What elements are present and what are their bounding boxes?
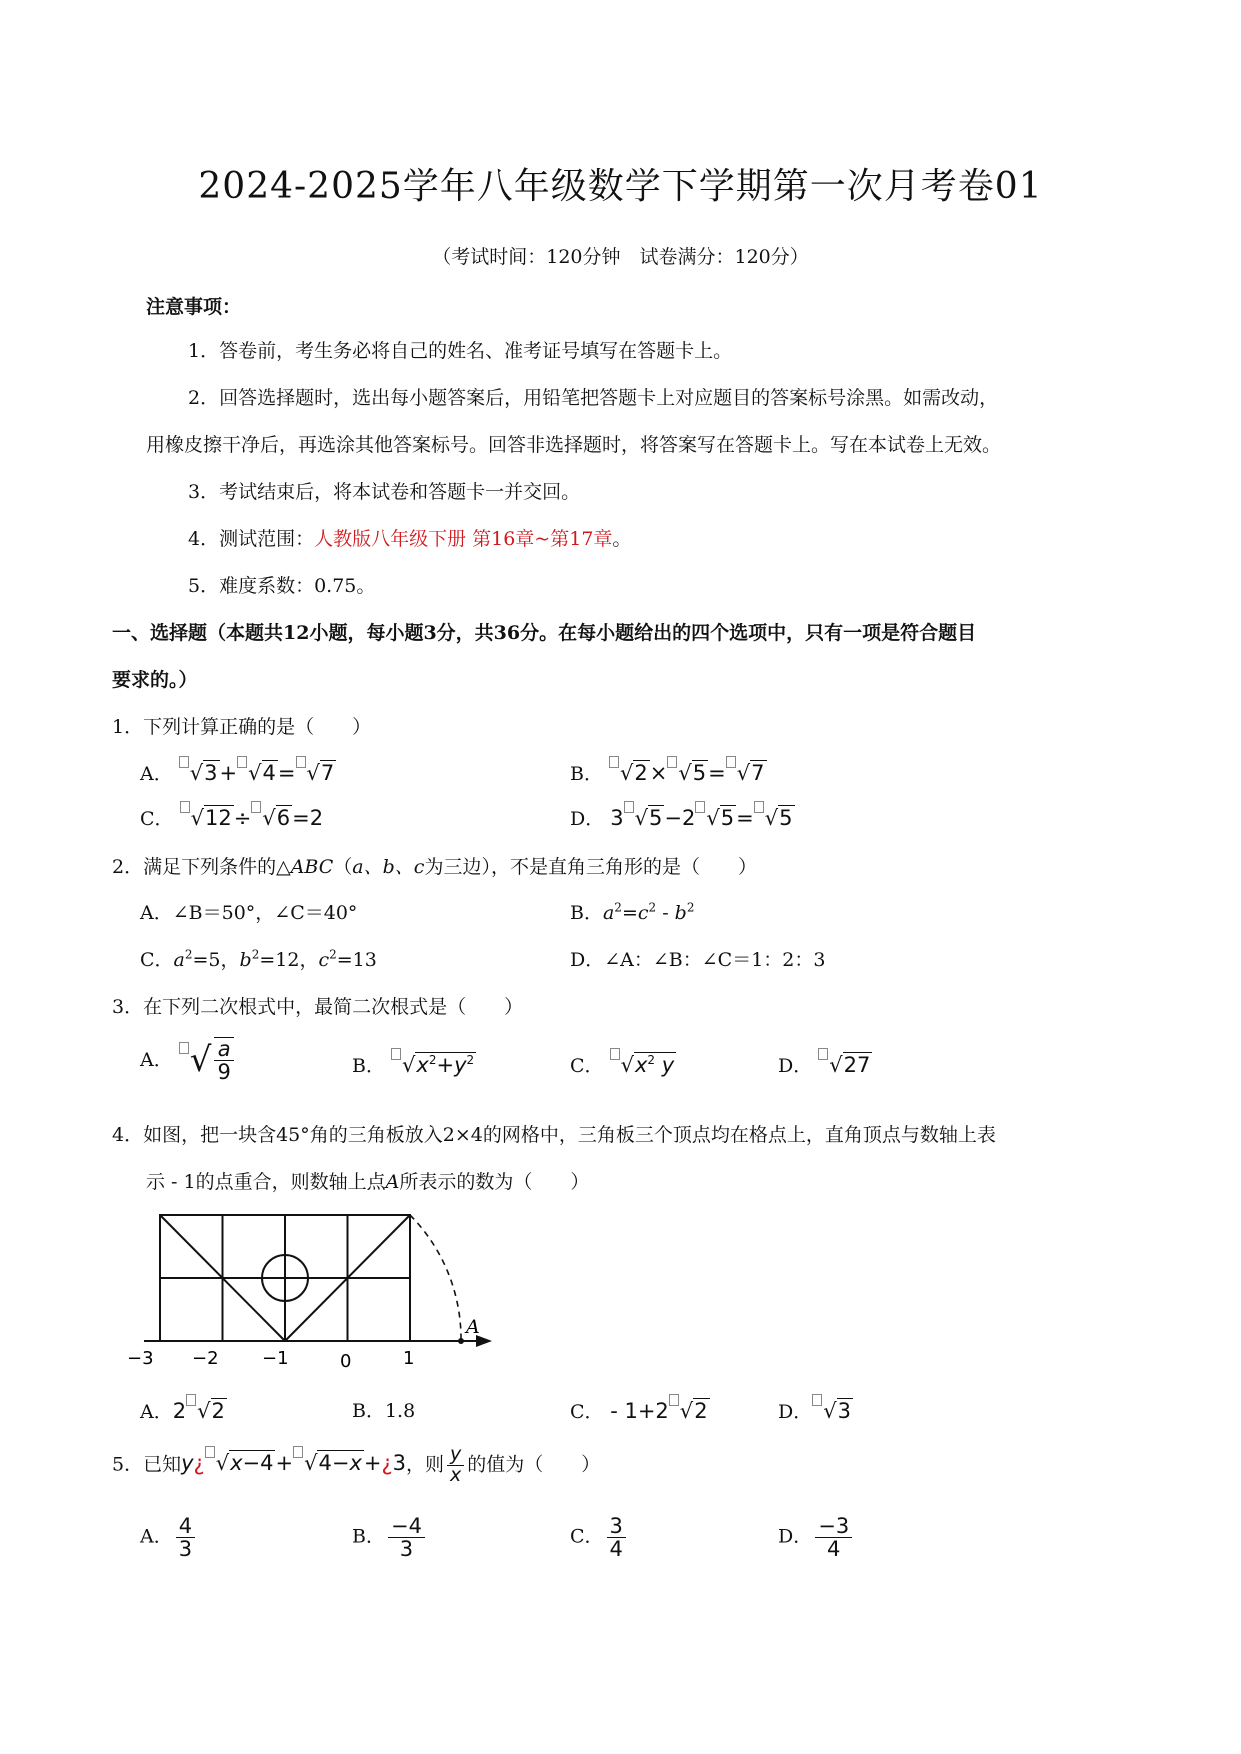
exam-subtitle: （考试时间：120分钟 试卷满分：120分） xyxy=(432,246,809,268)
q4-option-b: B．1.8 xyxy=(352,1400,416,1422)
q1-option-b: B． √2× √5= √7 xyxy=(570,756,767,786)
q2-option-a: A．∠B＝50°，∠C＝40° xyxy=(140,902,358,924)
q4-stem-line2: 示 - 1的点重合，则数轴上点A所表示的数为（ ） xyxy=(146,1171,590,1193)
notice-item-4 xyxy=(188,524,631,551)
section-heading-line2: 要求的。） xyxy=(112,669,198,691)
tick-label-0: 0 xyxy=(340,1351,352,1372)
q3-option-d: D． √27 xyxy=(778,1048,872,1078)
tick-label-neg3: −3 xyxy=(127,1348,154,1369)
q4-option-d: D． √3 xyxy=(778,1394,853,1424)
q5-option-a: A． $\frac{4}{3}$ xyxy=(140,1515,198,1560)
q4-option-c: C． - 1+2 √2 xyxy=(570,1394,710,1424)
q4-figure xyxy=(127,1200,510,1390)
notice-item-2-line1: 2．回答选择题时，选出每小题答案后，用铅笔把答题卡上对应题目的答案标号涂黑。如需改动， xyxy=(188,387,999,409)
q2-option-d: D．∠A：∠B：∠C＝1：2：3 xyxy=(570,949,826,971)
tick-label-1: 1 xyxy=(403,1348,415,1369)
q1-option-a: A． √3+ √4= √7 xyxy=(140,756,336,786)
q4-stem-line1: 4．如图，把一块含45°角的三角板放入2×4的网格中，三角板三个顶点均在格点上，直角顶点与数轴上表 xyxy=(112,1124,996,1146)
q2-stem: 2．满足下列条件的△ABC（a、b、c为三边），不是直角三角形的是（ ） xyxy=(112,856,757,878)
q2-option-c: C．$a^2=5$，$b^2=12$，$c^2=13$ xyxy=(140,947,377,971)
notice-item-1: 1．答卷前，考生务必将自己的姓名、准考证号填写在答题卡上。 xyxy=(188,340,733,362)
q5-stem: 5．已知y¿ √x−4+ √4−x+¿3，则 $\frac{y}{x}$ 的值为（ ） xyxy=(112,1443,601,1486)
notice-heading: 注意事项： xyxy=(146,296,242,318)
q3-stem: 3．在下列二次根式中，最简二次根式是（ ） xyxy=(112,996,524,1018)
q1-stem: 1．下列计算正确的是（ ） xyxy=(112,716,372,738)
q5-option-c: C． $\frac{3}{4}$ xyxy=(570,1515,629,1560)
q3-option-b: B． $√x^2+y^2$ xyxy=(352,1048,476,1078)
q5-option-d: D． $\frac{-3}{4}$ xyxy=(778,1515,855,1560)
tick-label-neg1: −1 xyxy=(262,1348,289,1369)
tick-label-neg2: −2 xyxy=(192,1348,219,1369)
q1-option-d: D． 3 √5−2 √5= √5 xyxy=(570,801,795,831)
q4-option-a: A．2 √2 xyxy=(140,1394,227,1424)
notice-item-5: 5．难度系数：0.75。 xyxy=(188,575,376,597)
notice-item-4-prefix: 4．测试范围： xyxy=(188,528,315,550)
notice-item-4-suffix: 。 xyxy=(612,528,632,550)
q5-option-b: B． $\frac{-4}{3}$ xyxy=(352,1515,428,1560)
exam-title: 2024-2025学年八年级数学下学期第一次月考卷01 xyxy=(198,166,1043,207)
notice-item-3: 3．考试结束后，将本试卷和答题卡一并交回。 xyxy=(188,481,581,503)
q2-option-b: B．$a^2=c^2 - b^2$ xyxy=(570,900,695,924)
notice-item-2-line2: 用橡皮擦干净后，再选涂其他答案标号。回答非选择题时，将答案写在答题卡上。写在本试卷上无效。 xyxy=(146,434,1002,456)
q3-option-c: C． $√x^2$ y xyxy=(570,1048,676,1078)
section-heading-line1: 一、选择题（本题共12小题，每小题3分，共36分。在每小题给出的四个选项中，只有一项是符合题目 xyxy=(112,622,977,644)
test-scope: 人教版八年级下册 第16章~第17章 xyxy=(314,528,613,550)
q3-option-a: A． √ $\frac{a}{9}$ xyxy=(140,1037,237,1083)
q1-option-c: C． √12÷ √6=2 xyxy=(140,801,323,831)
point-a-label: A xyxy=(466,1316,480,1338)
